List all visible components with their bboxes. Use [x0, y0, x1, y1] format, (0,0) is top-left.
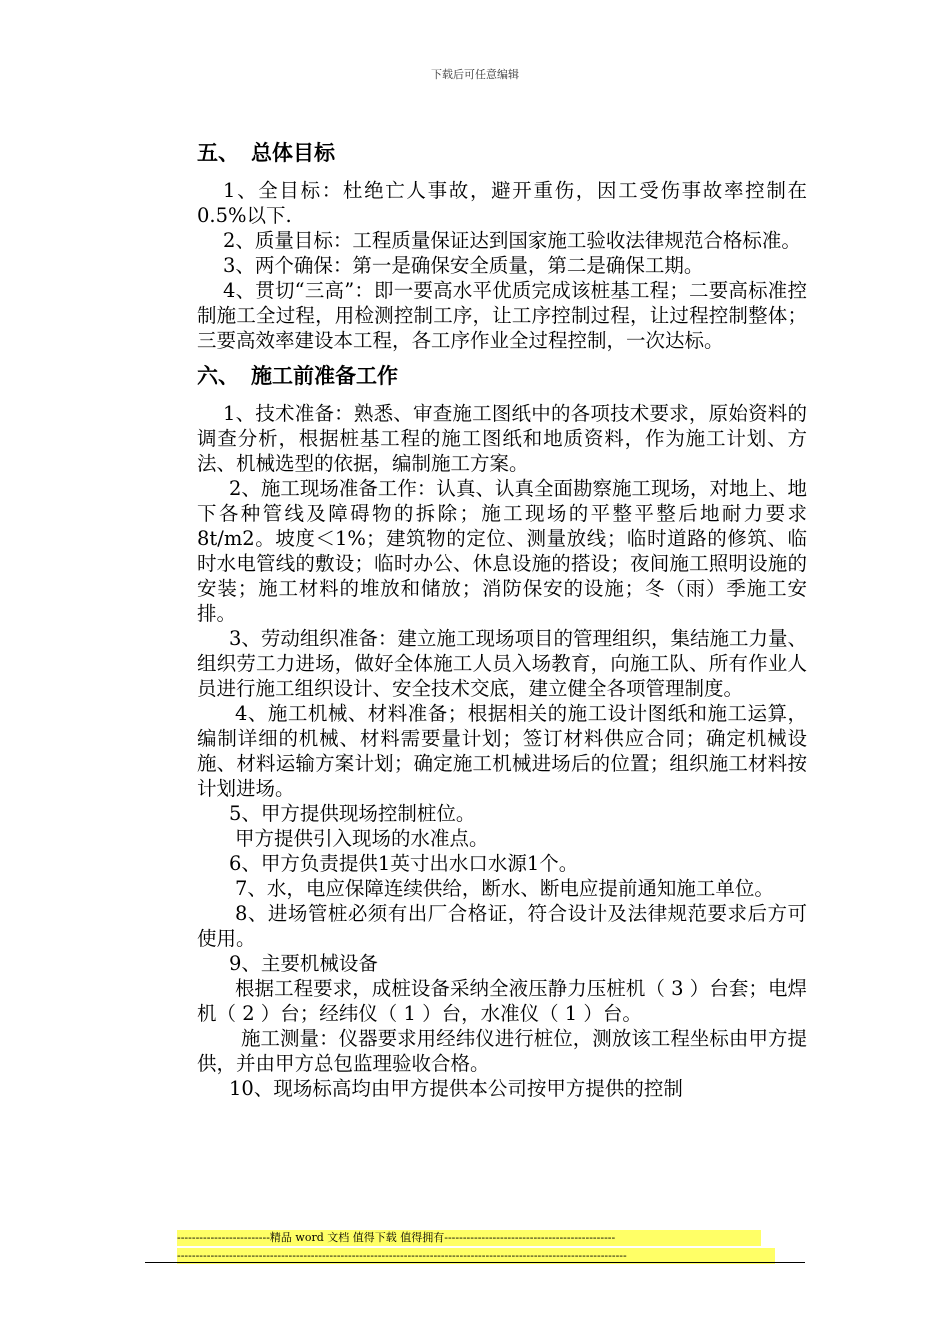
- document-body: [197, 130, 807, 1101]
- footer-banner-line: -------------------------------------------------------------------------------------------------------------------------: [177, 1248, 775, 1264]
- section-title: 总体目标: [251, 141, 335, 165]
- paragraph: 10、现场标高均由甲方提供本公司按甲方提供的控制: [229, 1077, 683, 1100]
- footer-divider: [145, 1262, 805, 1263]
- paragraph: 根据工程要求，成桩设备采纳全液压静力压桩机（ 3 ）台套；电焊机（ 2 ）台；经纬仪（ 1 ）台，水准仪（ 1 ）台。: [197, 977, 807, 1025]
- header-note: 下载后可任意编辑: [431, 68, 519, 81]
- paragraph: 1、技术准备：熟悉、审查施工图纸中的各项技术要求，原始资料的调查分析，根据桩基工程的施工图纸和地质资料，作为施工计划、方法、机械选型的依据，编制施工方案。: [197, 402, 807, 475]
- paragraph: 施工测量：仪器要求用经纬仪进行桩位，测放该工程坐标由甲方提供，并由甲方总包监理验收合格。: [197, 1027, 807, 1075]
- section-heading-5: [197, 138, 807, 168]
- paragraph: 2、施工现场准备工作：认真、认真全面勘察施工现场，对地上、地下各种管线及障碍物的拆除；施工现场的平整平整后地耐力要求8t/m2。坡度＜1%；建筑物的定位、测量放线；临时道路的修筑、临时水电管线的敷设；临时办公、休息设施的搭设；夜间施工照明设施的安装；施工材料的堆放和储放；消防保安的设施；冬（雨）季施工安排。: [197, 477, 807, 625]
- section-heading-6: [197, 361, 807, 391]
- paragraph: 3、两个确保：第一是确保安全质量，第二是确保工期。: [223, 254, 704, 277]
- section-number: 六、: [197, 364, 239, 388]
- paragraph: 4、施工机械、材料准备；根据相关的施工设计图纸和施工运算，编制详细的机械、材料需要量计划；签订材料供应合同；确定机械设施、材料运输方案计划；确定施工机械进场后的位置；组织施工材料按计划进场。: [197, 702, 807, 800]
- section-number: 五、: [197, 141, 239, 165]
- paragraph: 7、水，电应保障连续供给，断水、断电应提前通知施工单位。: [235, 877, 774, 900]
- paragraph: 1、全目标：杜绝亡人事故，避开重伤，因工受伤事故率控制在0.5%以下.: [197, 179, 807, 227]
- section-title: 施工前准备工作: [251, 364, 398, 388]
- footer-banner-line: -------------------------精品 word 文档 值得下载 值得拥有----------------------------------------------: [177, 1230, 761, 1246]
- paragraph: 9、主要机械设备: [229, 952, 378, 975]
- paragraph: 4、贯切“三高”：即一要高水平优质完成该桩基工程；二要高标准控制施工全过程，用检测控制工序，让工序控制过程，让过程控制整体；三要高效率建设本工程，各工序作业全过程控制，一次达标。: [197, 279, 807, 352]
- paragraph: 6、甲方负责提供1英寸出水口水源1个。: [229, 852, 579, 875]
- paragraph: 5、甲方提供现场控制桩位。: [229, 802, 476, 825]
- paragraph: 3、劳动组织准备：建立施工现场项目的管理组织，集结施工力量、组织劳工力进场，做好全体施工人员入场教育，向施工队、所有作业人员进行施工组织设计、安全技术交底，建立健全各项管理制度。: [197, 627, 807, 700]
- footer-banner: [177, 1230, 775, 1264]
- paragraph: 8、进场管桩必须有出厂合格证，符合设计及法律规范要求后方可使用。: [197, 902, 807, 950]
- paragraph: 甲方提供引入现场的水准点。: [235, 827, 489, 850]
- paragraph: 2、质量目标：工程质量保证达到国家施工验收法律规范合格标准。: [223, 229, 801, 252]
